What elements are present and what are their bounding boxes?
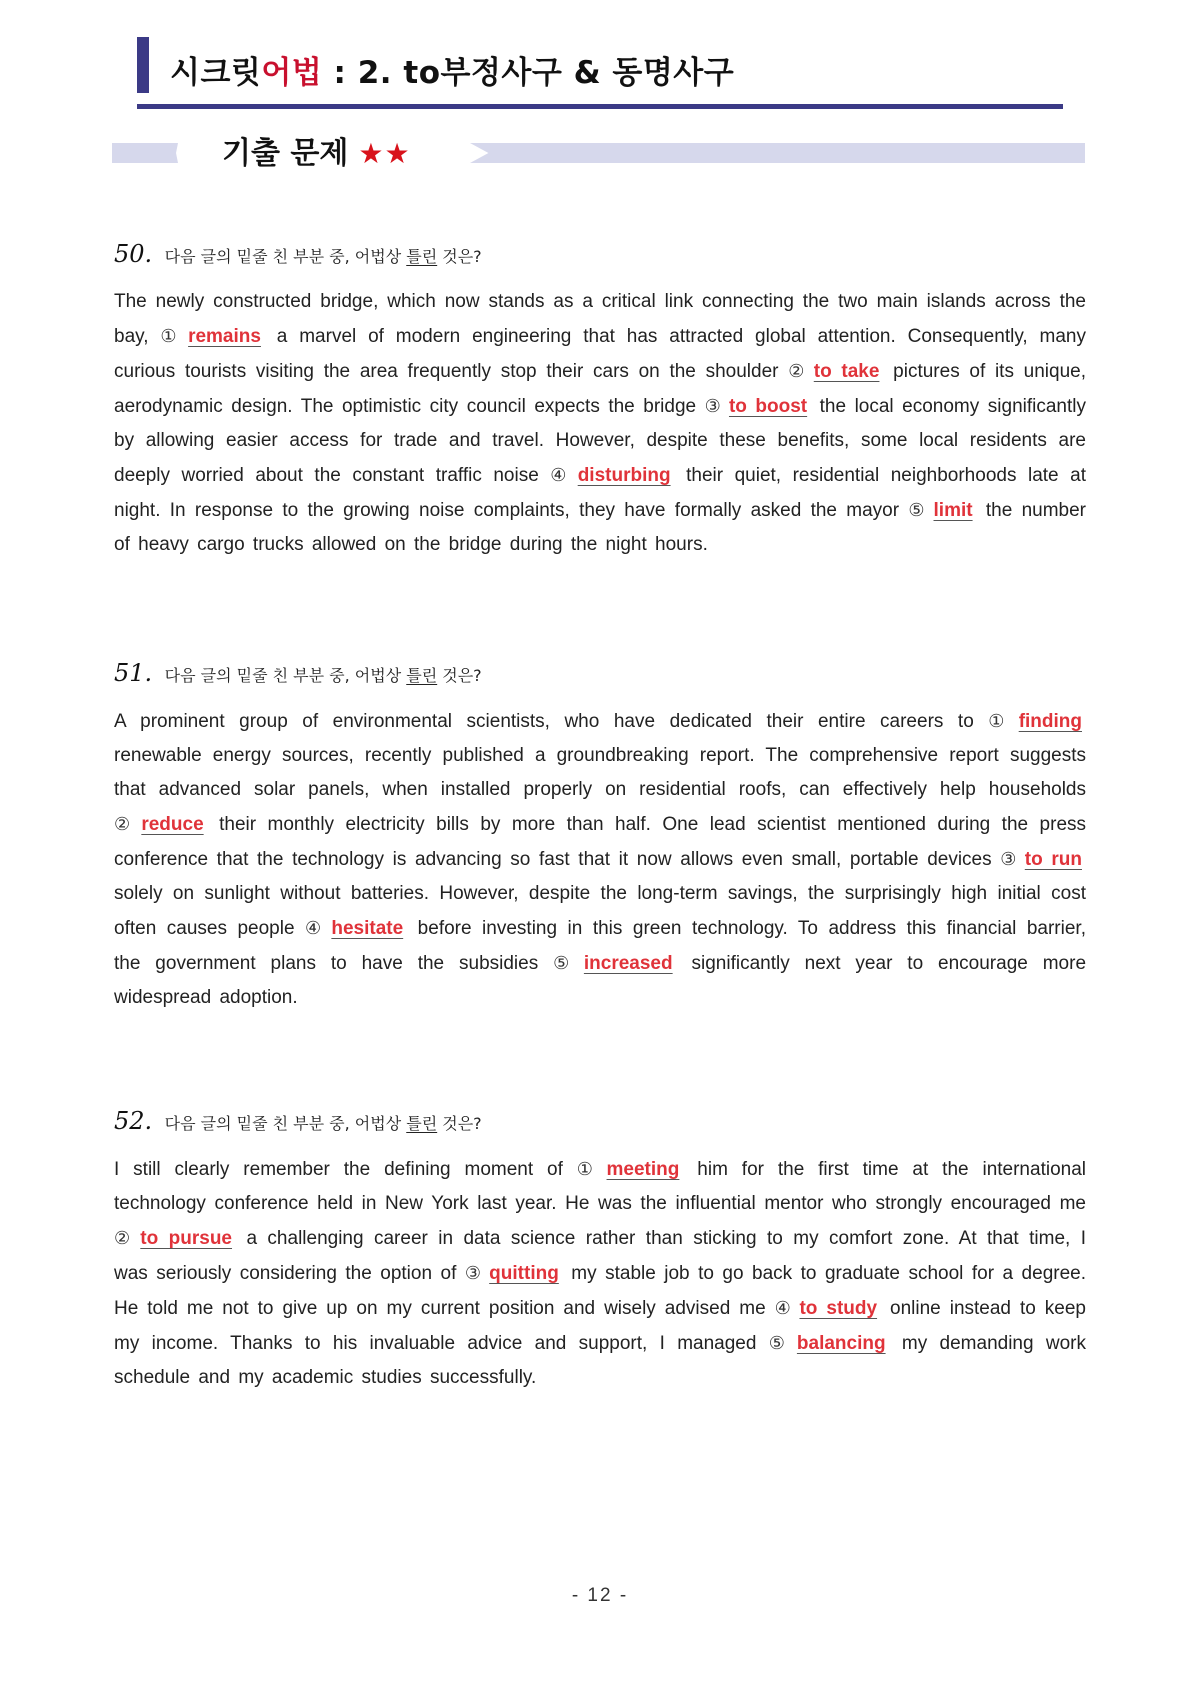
- choice-marker: ①: [576, 1159, 599, 1179]
- underlined-choice: to boost: [728, 396, 808, 417]
- section-banner-left: [112, 143, 178, 163]
- underlined-choice: reduce: [141, 814, 204, 835]
- passage-text: a marvel of modern engineering that has attracted global attention. Consequently, many curious tourists visiting the area frequently stop their cars on the shoulder: [114, 326, 1087, 382]
- underlined-choice: finding: [1018, 711, 1082, 732]
- question-prompt: 다음 글의 밑줄 친 부분 중, 어법상 틀린 것은?: [164, 247, 482, 266]
- header-divider: [137, 104, 1063, 109]
- passage-text: solely on sunlight without batteries. However, despite the long-term savings, the surprisingly high initial cost often causes people: [114, 883, 1086, 939]
- underlined-choice: to take: [813, 361, 880, 382]
- passage-text: significantly next year to encourage more widespread adoption.: [114, 953, 1087, 1008]
- underlined-choice: remains: [188, 326, 261, 347]
- underlined-choice: limit: [933, 500, 973, 521]
- question-passage: [114, 285, 1086, 562]
- passage-text: online instead to keep my income. Thanks to his invaluable advice and support, I managed: [114, 1298, 1086, 1354]
- question-number: 51.: [114, 659, 153, 687]
- choice-marker: ⑤: [553, 953, 576, 973]
- question-passage: [114, 1152, 1086, 1395]
- header-accent-bar: [137, 37, 149, 93]
- underlined-choice: balancing: [796, 1333, 886, 1354]
- choice-marker: ④: [305, 918, 324, 938]
- question-51: [114, 656, 1086, 1015]
- choice-marker: ②: [788, 361, 806, 381]
- question-header: [114, 656, 1086, 690]
- choice-marker: ③: [704, 396, 721, 416]
- choice-marker: ②: [114, 1228, 133, 1248]
- chapter-title: [170, 48, 734, 98]
- passage-text: their quiet, residential neighborhoods late at night. In response to the growing noise complaints, they have formally asked the mayor: [114, 465, 1086, 521]
- question-number: 52.: [114, 1107, 153, 1135]
- underlined-choice: hesitate: [331, 918, 404, 939]
- underlined-choice: meeting: [606, 1159, 680, 1180]
- choice-marker: ⑤: [768, 1333, 789, 1353]
- choice-marker: ①: [160, 326, 181, 346]
- passage-text: the local economy significantly by allowing easier access for trade and travel. However, despite these benefits, some local residents are deeply worried about the constant traffic noise: [114, 396, 1086, 486]
- passage-text: their monthly electricity bills by more than half. One lead scientist mentioned during the press conference that the technology is advancing so fast that it now allows even small, portable devices: [114, 814, 1087, 870]
- choice-marker: ④: [550, 465, 570, 485]
- choice-marker: ③: [1000, 849, 1017, 869]
- section-title: [222, 132, 411, 176]
- question-passage: [114, 704, 1086, 1015]
- passage-text: The newly constructed bridge, which now stands as a critical link connecting the two main islands across the bay,: [114, 291, 1086, 347]
- passage-text: my demanding work schedule and my academic studies successfully.: [114, 1333, 1086, 1388]
- passage-text: I still clearly remember the defining moment of: [114, 1159, 577, 1180]
- passage-text: A prominent group of environmental scientists, who have dedicated their entire careers to: [114, 711, 989, 732]
- section-banner-right: [470, 143, 1085, 163]
- chapter-title-suffix: : 2. to부정사구 & 동명사구: [322, 55, 735, 91]
- underlined-choice: quitting: [489, 1263, 559, 1284]
- underlined-choice: to run: [1024, 849, 1082, 870]
- question-prompt: 다음 글의 밑줄 친 부분 중, 어법상 틀린 것은?: [164, 1114, 482, 1133]
- page-number: - 12 -: [571, 1585, 629, 1606]
- passage-text: before investing in this green technology. To address this financial barrier, the government plans to have the subsidies: [114, 918, 1086, 974]
- chapter-title-prefix: 시크릿: [170, 55, 262, 91]
- section-title-text: 기출 문제: [222, 136, 349, 171]
- passage-text: the number of heavy cargo trucks allowed on the bridge during the night hours.: [114, 500, 1086, 555]
- choice-marker: ①: [988, 711, 1011, 731]
- question-52: [114, 1104, 1086, 1395]
- passage-text: him for the first time at the international technology conference held in New York last year. He was the influential mentor who strongly encouraged me: [114, 1159, 1086, 1214]
- underlined-choice: to study: [799, 1298, 878, 1319]
- underlined-choice: to pursue: [140, 1228, 233, 1249]
- choice-marker: ③: [464, 1263, 482, 1283]
- difficulty-stars: ★★: [358, 137, 411, 170]
- choice-marker: ④: [774, 1298, 792, 1318]
- choice-marker: ⑤: [908, 500, 926, 520]
- question-header: [114, 1104, 1086, 1138]
- question-number: 50.: [114, 240, 153, 268]
- question-prompt: 다음 글의 밑줄 친 부분 중, 어법상 틀린 것은?: [164, 666, 482, 685]
- question-header: [114, 237, 1086, 271]
- passage-text: my stable job to go back to graduate school for a degree. He told me not to give up on my current position and wisely advised me: [114, 1263, 1086, 1319]
- underlined-choice: increased: [583, 953, 673, 974]
- passage-text: pictures of its unique, aerodynamic design. The optimistic city council expects the bridge: [114, 361, 1087, 417]
- underlined-choice: disturbing: [577, 465, 671, 486]
- question-50: [114, 237, 1086, 562]
- choice-marker: ②: [114, 814, 134, 834]
- chapter-title-accent: 어법: [261, 55, 323, 91]
- passage-text: a challenging career in data science rather than sticking to my comfort zone. At that time, I was seriously considering the option of: [114, 1228, 1087, 1284]
- passage-text: renewable energy sources, recently published a groundbreaking report. The comprehensive report suggests that advanced solar panels, when installed properly on residential roofs, can effectively help households: [114, 745, 1086, 800]
